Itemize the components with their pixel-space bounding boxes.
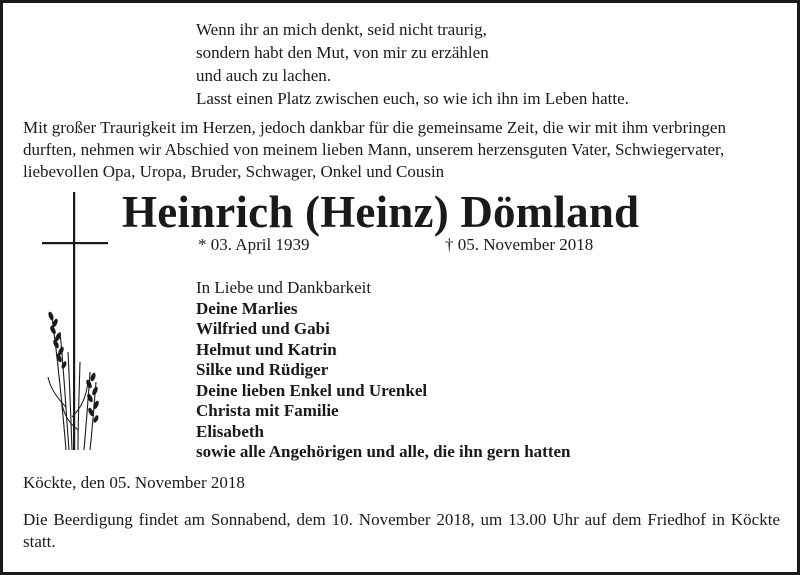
mourner: Christa mit Familie bbox=[196, 401, 339, 420]
mourner: Wilfried und Gabi bbox=[196, 319, 330, 338]
intro-line-3: liebevollen Opa, Uropa, Bruder, Schwager, Onkel und Cousin bbox=[23, 162, 445, 181]
mourners-list bbox=[196, 278, 571, 463]
poem-line-2: sondern habt den Mut, von mir zu erzählen bbox=[196, 43, 489, 62]
poem-line-3: und auch zu lachen. bbox=[196, 66, 331, 85]
intro-line-2: durften, nehmen wir Abschied von meinem lieben Mann, unserem herzensguten Vater, Schwiegervater, bbox=[23, 140, 725, 159]
poem bbox=[196, 18, 629, 110]
mourner: Silke und Rüdiger bbox=[196, 360, 329, 379]
intro-text bbox=[23, 117, 780, 183]
funeral-info: Die Beerdigung findet am Sonnabend, dem 10. November 2018, um 13.00 Uhr auf dem Friedhof in Köckte statt. bbox=[23, 510, 780, 551]
mourner: sowie alle Angehörigen und alle, die ihn gern hatten bbox=[196, 442, 571, 461]
intro-line-1: Mit großer Traurigkeit im Herzen, jedoch dankbar für die gemeinsame Zeit, die wir mit ihm verbringen bbox=[23, 118, 726, 137]
deceased-name: Heinrich (Heinz) Dömland bbox=[122, 187, 640, 237]
mourner: Helmut und Katrin bbox=[196, 339, 337, 359]
poem-line-4: Lasst einen Platz zwischen euch, so wie ich ihn im Leben hatte. bbox=[196, 89, 629, 108]
death-date: † 05. November 2018 bbox=[445, 235, 594, 254]
mourner: Elisabeth bbox=[196, 421, 265, 441]
mourner: Deine Marlies bbox=[196, 298, 298, 318]
mourners-heading: In Liebe und Dankbarkeit bbox=[196, 278, 372, 297]
place-and-date: Köckte, den 05. November 2018 bbox=[23, 473, 245, 492]
birth-date: * 03. April 1939 bbox=[198, 235, 310, 254]
mourner: Deine lieben Enkel und Urenkel bbox=[196, 380, 428, 400]
cross-with-wheat-icon bbox=[38, 192, 118, 460]
poem-line-1: Wenn ihr an mich denkt, seid nicht traurig, bbox=[196, 20, 487, 39]
